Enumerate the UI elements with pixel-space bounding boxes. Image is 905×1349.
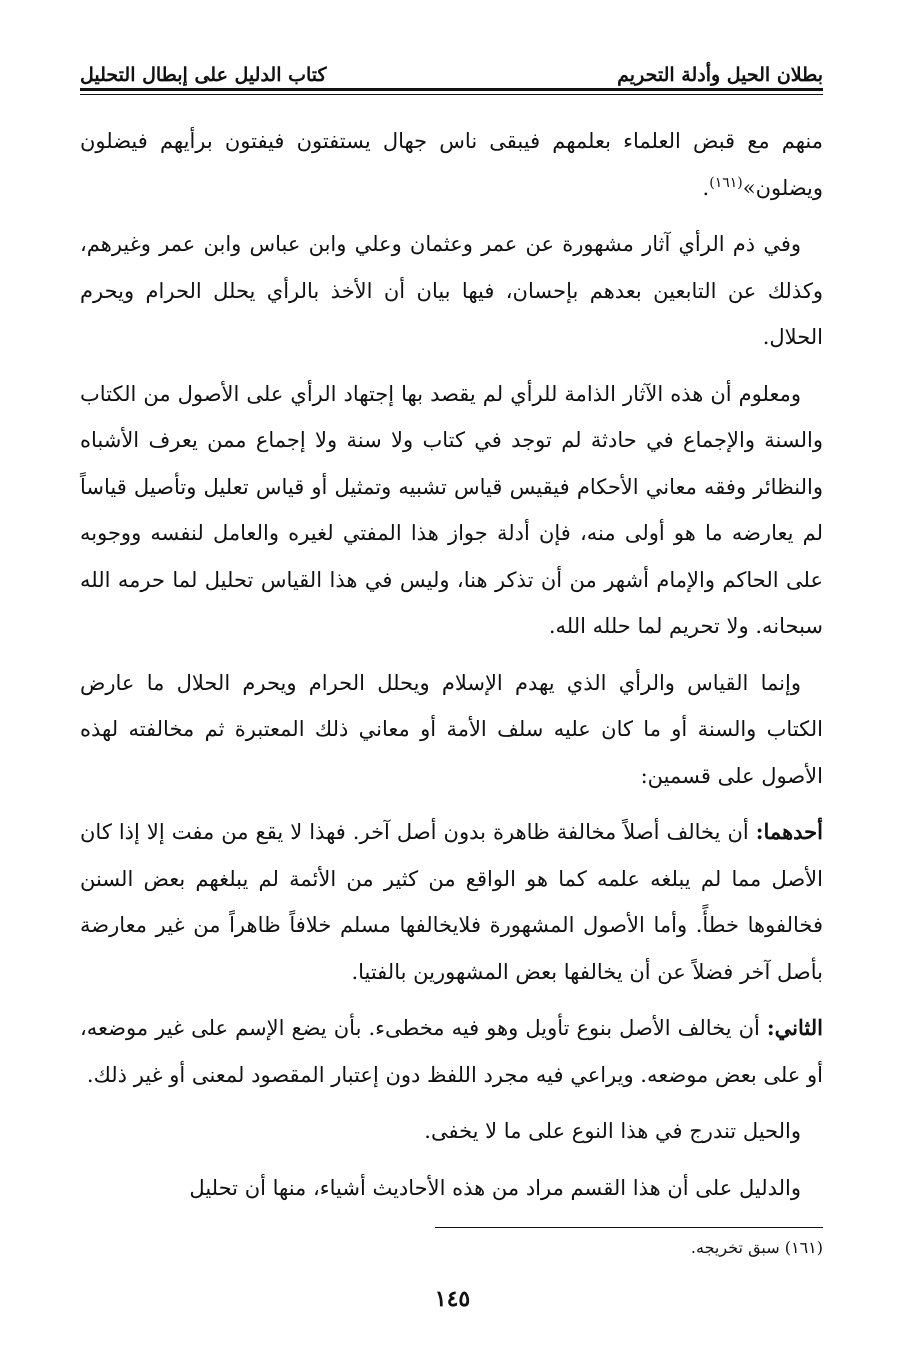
header-divider-thick [80, 88, 823, 91]
paragraph-2 [80, 221, 823, 361]
paragraph-6 [80, 1005, 823, 1098]
paragraph-text: أن يخالف الأصل بنوع تأويل وهو فيه مخطىء. بأن يضع الإسم على غير موضعه، أو على بعض موضعه. ويراعي فيه مجرد اللفظ دون إعتبار المقصود لمعنى أو غير ذلك. [80, 1016, 823, 1087]
paragraph-1 [80, 118, 823, 211]
paragraph-text: أن يخالف أصلاً مخالفة ظاهرة بدون أصل آخر. فهذا لا يقع من مفت إلا إذا كان الأصل مما لم يبلغه علمه كما هو الواقع من كثير من الأئمة لم يبلغهم بعض السنن فخالفوها خطأً. وأما الأصول المشهورة فلايخالفها مسلم خلافاً ظاهراً من غير معارضة بأصل آخر فضلاً عن أن يخالفها بعض المشهورين بالفتيا. [80, 820, 823, 984]
paragraph-text: وفي ذم الرأي آثار مشهورة عن عمر وعثمان وعلي وابن عباس وابن عمر وغيرهم، وكذلك عن التابعين بعدهم بإحسان، فيها بيان أن الأخذ بالرأي يحلل الحرام ويحرم الحلال. [80, 232, 823, 349]
footnote-divider [435, 1227, 823, 1228]
paragraph-lead: الثاني: [766, 1015, 823, 1040]
paragraph-lead: أحدهما: [755, 819, 823, 844]
paragraph-8 [80, 1165, 823, 1212]
body-text [80, 118, 823, 1221]
footnote-reference: (١٦١) [709, 174, 743, 191]
paragraph-text: منهم مع قبض العلماء بعلمهم فيبقى ناس جهال يستفتون فيفتون برأيهم فيضلون ويضلون» [80, 129, 823, 200]
paragraph-text: ومعلوم أن هذه الآثار الذامة للرأي لم يقصد بها إجتهاد الرأي على الأصول من الكتاب والسنة والإجماع في حادثة لم توجد في كتاب ولا سنة ولا إجماع ممن يعرف الأشباه والنظائر وفقه معاني الأحكام فيقيس قياس تشبيه وتمثيل أو قياس تعليل وتأصيل قياساً لم يعارضه ما هو أولى منه، فإن أدلة جواز هذا المفتي لغيره والعامل لنفسه ووجوبه على الحاكم والإمام أشهر من أن تذكر هنا، وليس في هذا القياس تحليل لما حرمه الله سبحانه. ولا تحريم لما حلله الله. [80, 381, 823, 638]
header-chapter-title: بطلان الحيل وأدلة التحريم [617, 64, 823, 86]
paragraph-text: وإنما القياس والرأي الذي يهدم الإسلام ويحلل الحرام ويحرم الحلال ما عارض الكتاب والسنة أو ما كان عليه سلف الأمة أو معاني ذلك المعتبرة ثم مخالفته لهذه الأصول على قسمين: [80, 670, 823, 788]
paragraph-5 [80, 809, 823, 995]
footnote: (١٦١) سبق تخريجه. [690, 1238, 823, 1257]
paragraph-7 [80, 1108, 823, 1155]
paragraph-text: والحيل تندرج في هذا النوع على ما لا يخفى. [424, 1119, 801, 1143]
running-header [80, 56, 823, 86]
paragraph-3 [80, 371, 823, 650]
paragraph-4 [80, 660, 823, 800]
header-divider-thin [80, 94, 823, 95]
page-number: ١٤٥ [434, 1286, 471, 1312]
paragraph-tail: . [702, 175, 710, 200]
paragraph-text: والدليل على أن هذا القسم مراد من هذه الأحاديث أشياء، منها أن تحليل [189, 1175, 801, 1200]
header-book-title: كتاب الدليل على إبطال التحليل [80, 64, 327, 86]
